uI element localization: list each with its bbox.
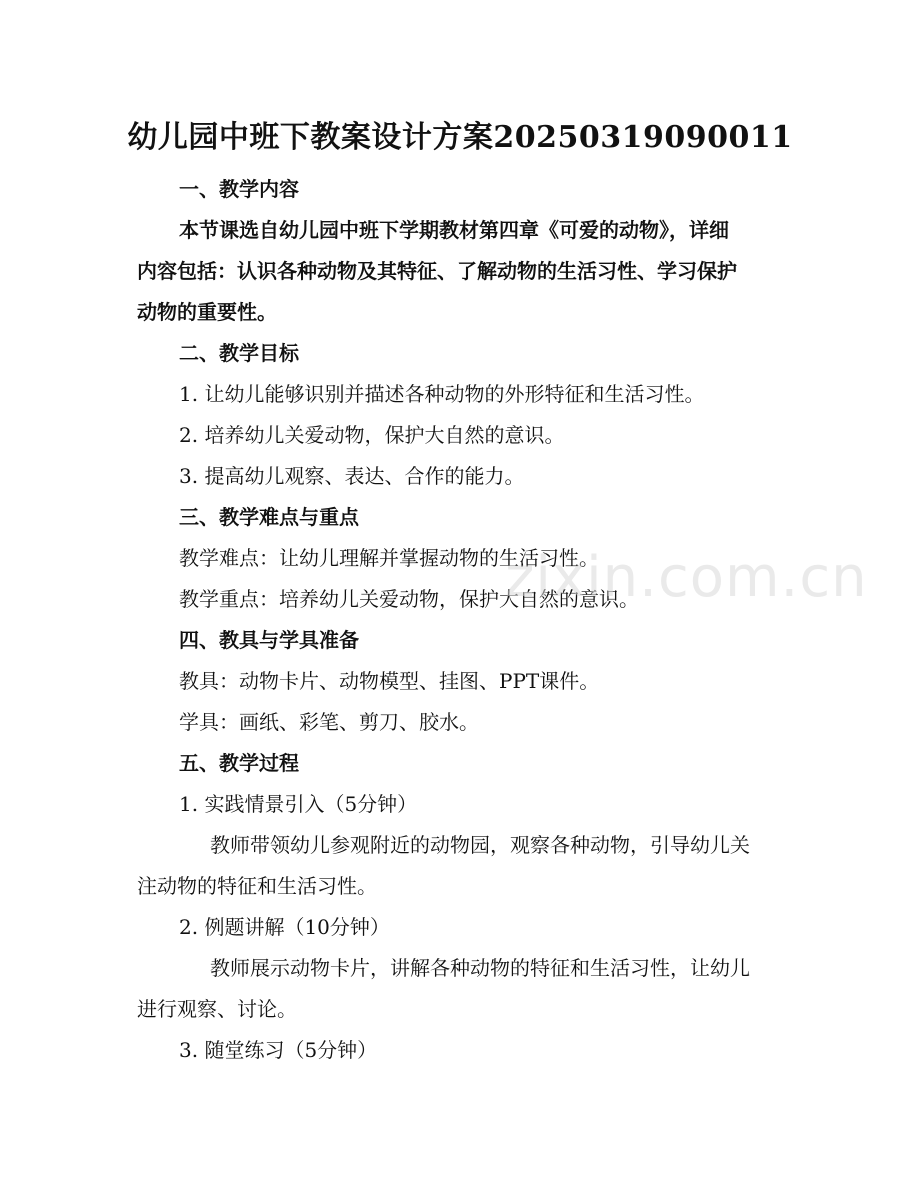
- section-heading-process: 五、教学过程: [179, 751, 299, 775]
- content-paragraph-line: 本节课选自幼儿园中班下学期教材第四章《可爱的动物》，详细: [179, 218, 729, 242]
- content-paragraph-line: 动物的重要性。: [137, 300, 277, 324]
- learning-aids-text: 学具：画纸、彩笔、剪刀、胶水。: [179, 710, 479, 734]
- section-heading-objectives: 二、教学目标: [179, 341, 299, 365]
- objective-item: 3. 提高幼儿观察、表达、合作的能力。: [179, 464, 525, 488]
- key-point-text: 教学重点：培养幼儿关爱动物，保护大自然的意识。: [179, 587, 639, 611]
- process-step-text: 注动物的特征和生活习性。: [137, 874, 377, 898]
- process-step-title: 3. 随堂练习（5分钟）: [179, 1038, 378, 1062]
- section-heading-content: 一、教学内容: [179, 177, 299, 201]
- objective-item: 2. 培养幼儿关爱动物，保护大自然的意识。: [179, 423, 565, 447]
- process-step-text: 进行观察、讨论。: [137, 997, 297, 1021]
- section-heading-materials: 四、教具与学具准备: [179, 628, 359, 652]
- process-step-text: 教师带领幼儿参观附近的动物园，观察各种动物，引导幼儿关: [210, 833, 750, 857]
- difficulty-text: 教学难点：让幼儿理解并掌握动物的生活习性。: [179, 546, 599, 570]
- process-step-text: 教师展示动物卡片，讲解各种动物的特征和生活习性，让幼儿: [210, 956, 750, 980]
- process-step-title: 1. 实践情景引入（5分钟）: [179, 792, 418, 816]
- section-heading-difficulty: 三、教学难点与重点: [179, 505, 359, 529]
- content-paragraph-line: 内容包括：认识各种动物及其特征、了解动物的生活习性、学习保护: [137, 259, 737, 283]
- watermark: zixin.com.cn: [505, 545, 868, 610]
- process-step-title: 2. 例题讲解（10分钟）: [179, 915, 390, 939]
- objective-item: 1. 让幼儿能够识别并描述各种动物的外形特征和生活习性。: [179, 382, 705, 406]
- document-title: 幼儿园中班下教案设计方案20250319090011: [127, 120, 793, 155]
- teaching-aids-text: 教具：动物卡片、动物模型、挂图、PPT课件。: [179, 669, 600, 693]
